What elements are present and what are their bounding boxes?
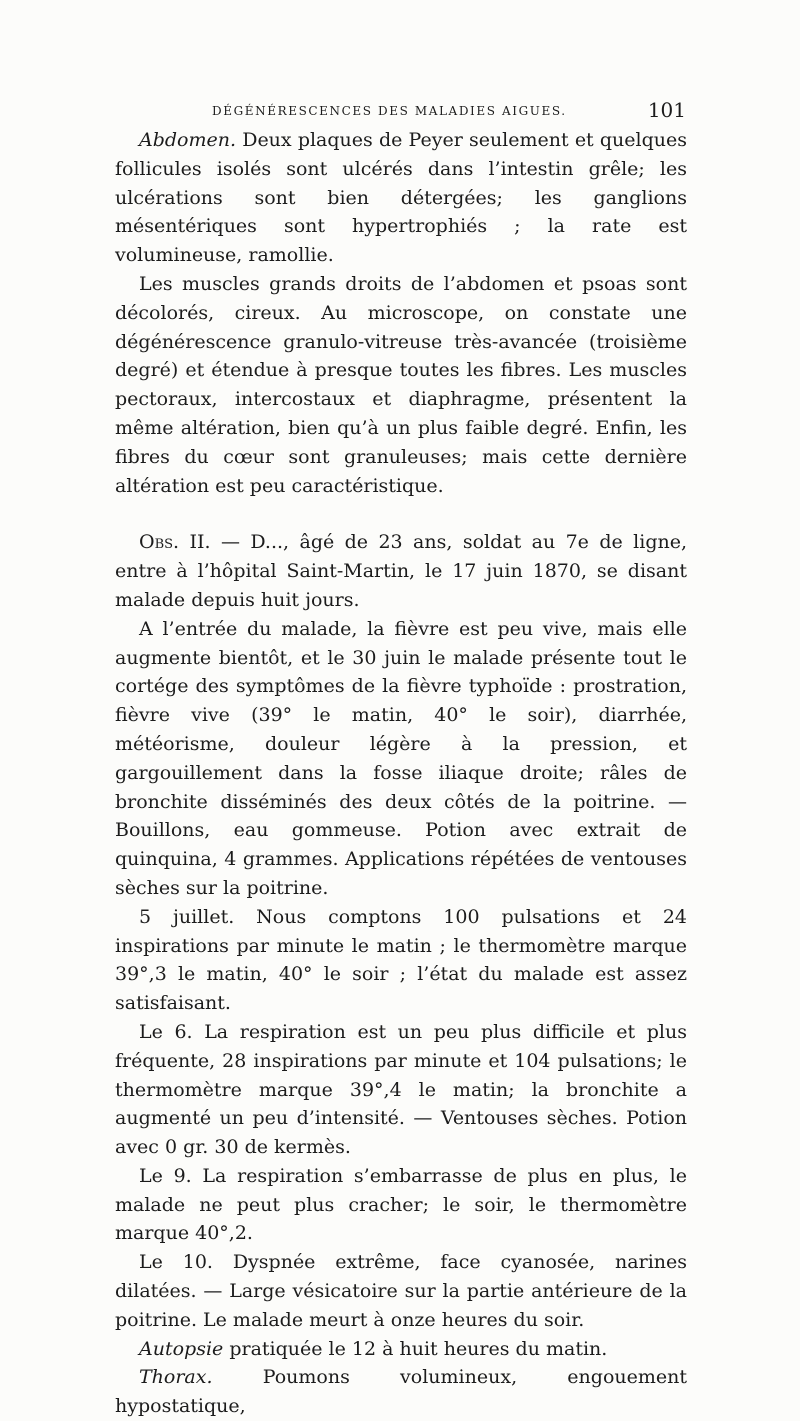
paragraph-day-10	[115, 1248, 687, 1334]
paragraph-thorax	[115, 1363, 687, 1421]
paragraph-admission	[115, 615, 687, 903]
paragraph-day-9	[115, 1162, 687, 1248]
paragraph-observation-2	[115, 528, 687, 614]
paragraph-text: A l’entrée du malade, la fièvre est peu vive, mais elle augmente bientôt, et le 30 juin le malade présente tout le cortége des symptômes de la fièvre typhoïde : prostration, fièvre vive (39° le matin, 40° le soir), diarrhée, météorisme, douleur légère à la pression, et gargouillement dans la fosse iliaque droite; râles de bronchite disséminés des deux côtés de la poitrine. — Bouillons, eau gommeuse. Potion avec extrait de quinquina, 4 grammes. Applications répétées de ventouses sèches sur la poitrine.	[115, 617, 687, 899]
page-number: 101	[647, 98, 686, 122]
paragraph-text: Deux plaques de Peyer seulement et quelques follicules isolés sont ulcérés dans l’intestin grêle; les ulcérations sont bien détergées; les ganglions mésentériques sont hypertrophiés ; la rate est volumineuse, ramollie.	[115, 129, 687, 267]
section-lead: Autopsie	[139, 1337, 224, 1360]
paragraph-day-6	[115, 1018, 687, 1162]
paragraph-july-5	[115, 903, 687, 1018]
page-header	[118, 98, 686, 122]
paragraph-autopsy	[115, 1335, 687, 1364]
section-lead: Abdomen.	[139, 129, 237, 151]
paragraph-text: Le 10. Dyspnée extrême, face cyanosée, narines dilatées. — Large vésicatoire sur la partie antérieure de la poitrine. Le malade meurt à onze heures du soir.	[115, 1251, 687, 1331]
section-lead: Thorax.	[139, 1366, 213, 1389]
paragraph-text: Les muscles grands droits de l’abdomen et psoas sont décolorés, cireux. Au microscope, on constate une dégénérescence granulo-vitreuse très-avancée (troisième degré) et étendue à presque toutes les fibres. Les muscles pectoraux, intercostaux et diaphragme, présentent la même altération, bien qu’à un plus faible degré. Enfin, les fibres du cœur sont granuleuses; mais cette dernière altération est peu caractéristique.	[115, 272, 687, 497]
running-title: DÉGÉNÉRESCENCES DES MALADIES AIGUES.	[212, 104, 567, 118]
paragraph-text: — D..., âgé de 23 ans, soldat au 7e de ligne, entre à l’hôpital Saint-Martin, le 17 juin 1870, se disant malade depuis huit jours.	[115, 531, 687, 611]
paragraph-muscles	[115, 270, 687, 500]
body-text	[115, 126, 687, 1421]
paragraph-text: Poumons volumineux, engouement hypostatique,	[115, 1366, 687, 1418]
paragraph-abdomen	[115, 126, 687, 270]
paragraph-text: pratiquée le 12 à huit heures du matin.	[223, 1337, 608, 1360]
paragraph-text: 5 juillet. Nous comptons 100 pulsations et 24 inspirations par minute le matin ; le thermomètre marque 39°,3 le matin, 40° le soir ; l’état du malade est assez satisfaisant.	[115, 905, 687, 1015]
paragraph-text: Le 6. La respiration est un peu plus difficile et plus fréquente, 28 inspirations par minute et 104 pulsations; le thermomètre marque 39°,4 le matin; la bronchite a augmenté un peu d’intensité. — Ventouses sèches. Potion avec 0 gr. 30 de kermès.	[115, 1020, 687, 1159]
observation-label: Obs. II.	[139, 531, 211, 554]
paragraph-text: Le 9. La respiration s’embarrasse de plus en plus, le malade ne peut plus cracher; le soir, le thermomètre marque 40°,2.	[115, 1164, 687, 1245]
